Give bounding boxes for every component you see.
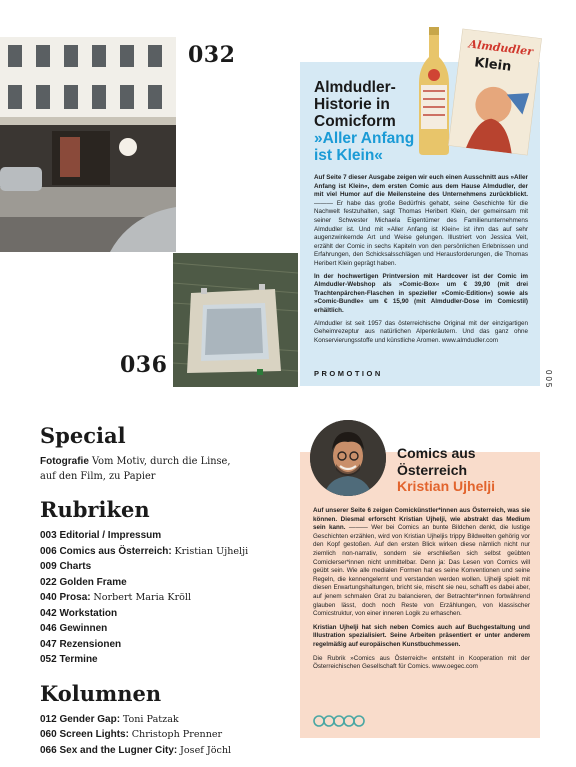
promotion-label: PROMOTION bbox=[314, 369, 383, 378]
comics-heading: Comics aus Österreich bbox=[397, 445, 476, 478]
toc-entry-name: Kristian Ujhelji bbox=[174, 545, 249, 557]
toc-entry-title: 040 Prosa: bbox=[40, 592, 94, 603]
page-number-032: 032 bbox=[188, 42, 236, 68]
toc-entry-name: Toni Patzak bbox=[122, 713, 179, 725]
toc-entry-title: 003 Editorial / Impressum bbox=[40, 530, 162, 541]
comic-cover-word: Klein bbox=[473, 55, 513, 75]
toc-entry-title: 009 Charts bbox=[40, 561, 92, 572]
section-heading-kolumnen: Kolumnen bbox=[40, 680, 162, 706]
promo-body bbox=[314, 174, 528, 349]
toc-entry bbox=[40, 528, 290, 544]
rubriken-list bbox=[40, 528, 290, 668]
comics-lead: Auf unserer Seite 6 zeigen Comickünstler*innen aus Österreich, was sie können. Diesmal erforscht Kristian Ujhelji, wie abstrakt das Medium sein kann. bbox=[313, 507, 530, 532]
frame-photo bbox=[173, 253, 298, 387]
building-photo bbox=[0, 37, 176, 252]
toc-entry bbox=[40, 621, 290, 637]
comics-body bbox=[313, 507, 530, 677]
toc-entry-title: 060 Screen Lights: bbox=[40, 729, 132, 740]
toc-entry-title: 006 Comics aus Österreich: bbox=[40, 545, 175, 557]
toc-entry bbox=[40, 606, 290, 622]
toc-entry bbox=[40, 727, 290, 743]
toc-entry bbox=[40, 712, 290, 728]
promo-title bbox=[314, 79, 424, 164]
toc-entry-title: 046 Gewinnen bbox=[40, 623, 108, 634]
toc-entry bbox=[40, 544, 290, 560]
table-of-contents bbox=[40, 422, 290, 758]
section-heading-rubriken: Rubriken bbox=[40, 497, 150, 522]
toc-entry bbox=[40, 637, 290, 653]
section-heading-special: Special bbox=[40, 423, 126, 448]
toc-entry-name: Josef Jöchl bbox=[180, 744, 232, 756]
comics-credit: Die Rubrik »Comics aus Österreich« entsteht in Kooperation mit der Österreichischen Gesellschaft für Comics. www.oegec.com bbox=[313, 654, 530, 671]
comic-cover-title: Almdudler bbox=[467, 37, 534, 59]
promo-lead: Auf Seite 7 dieser Ausgabe zeigen wir euch einen Ausschnitt aus »Aller Anfang ist Klein«, dem ersten Comic aus dem Hause Almdudler, der mit viel Humor auf die Meilensteine des Unternehmens zurückblickt. bbox=[314, 174, 528, 199]
promo-text: ——— Er habe das große Bedürfnis gehabt, seine Geschichte für die Nachwelt festzuhalten, sagt Thomas Heribert Klein, der gemeinsam mit seiner Schwester Michaela Eigentümer des Familienunternehmens Almdudler ist. Und mit »Aller Anfang ist Klein« ist ihm das auf sehr augenzwinkernde Art und Weise gelungen. Illustriert von Jessica Veit, erzählt der Comic in sechs Kapiteln von den persönlichen Erlebnissen und Erfahrungen, den Schicksalsschlägen und Herausforderungen, die Thomas Heribert Klein geprägt haben. bbox=[314, 199, 528, 267]
toc-entry-title: 047 Rezensionen bbox=[40, 638, 122, 650]
kolumnen-list bbox=[40, 712, 290, 759]
promo-closing: Almdudler ist seit 1957 das österreichische Original mit der einzigartigen Geheimrezeptur aus natürlichen Alpenkräutern. Und das ganz ohne Konservierungsstoffe und künstliche Aromen. www.almdudler.com bbox=[314, 319, 528, 344]
toc-entry-title: 042 Workstation bbox=[40, 607, 118, 619]
toc-entry bbox=[40, 590, 290, 606]
comics-bio: Kristian Ujhelji hat sich neben Comics auch auf Buchgestaltung und Illustration spezialisiert. Seine Arbeiten präsentiert er unter anderem regelmäßig auf europäischen Kunstbuchmessen. bbox=[313, 623, 530, 648]
comics-author: Kristian Ujhelji bbox=[397, 478, 496, 494]
toc-entry-name: Christoph Prenner bbox=[131, 729, 223, 740]
fotografie-label: Fotografie bbox=[40, 456, 89, 467]
promo-heading: Almdudler-Historie in Comicform bbox=[314, 79, 396, 130]
promo-subtitle: »Aller Anfang ist Klein« bbox=[314, 130, 415, 164]
oegec-logo bbox=[313, 714, 365, 728]
toc-entry-title: 066 Sex and the Lugner City: bbox=[40, 744, 181, 756]
author-portrait bbox=[310, 420, 386, 496]
toc-entry bbox=[40, 743, 290, 759]
page-number-036: 036 bbox=[120, 352, 168, 378]
comics-text: ——— Wer bei Comics an bunte Bildchen denkt, die lustige Geschichten erzählen, wird von Kristian Ujheljis trippy Bildwelten gehörig vor den Kopf gestoßen. Auf den ersten Blick wirken diese nämlich nicht nur ziemlich non-narrativ, sondern sie erschließen sich selbst geübten Comiclerser*innen nicht unmittelbar. Denn ja: Das Lesen von Comics will geübt sein. Wie alle medialen Formen hat es seine Konventionen und seine Regeln, die kennengelernt und verstanden werden wollen. Ujhelji spielt mit diesen Erwartungshaltungen, bricht sie, mischt sie neu, schafft es dabei aber, auf jenem schmalen Grat zu balancieren, der Betrachter*innen fortwährend glauben lässt, doch noch Reste von Erzählungen, von klassischer Comicstruktur, von einer inneren Logik zu erhaschen. bbox=[313, 524, 531, 618]
side-page-number: 005 bbox=[544, 370, 553, 390]
toc-entry-name: Norbert Maria Kröll bbox=[93, 592, 192, 603]
toc-entry-title: 012 Gender Gap: bbox=[40, 713, 123, 725]
toc-entry bbox=[40, 652, 290, 668]
comic-cover-image bbox=[448, 29, 542, 156]
promo-offer: In der hochwertigen Printversion mit Hardcover ist der Comic im Almdudler-Webshop als »Comic-Box« um € 39,90 (mit drei Trachtenpärchen-Flaschen in spezieller »Comic-Edition«) sowie als »Comic-Bundle« um € 15,90 (mit Almdudler-Dose im Comicstil) erhältlich. bbox=[314, 272, 528, 314]
comics-title bbox=[397, 445, 537, 495]
toc-entry bbox=[40, 575, 290, 591]
toc-entry-title: 052 Termine bbox=[40, 654, 98, 665]
toc-entry bbox=[40, 559, 290, 575]
special-fotografie-entry bbox=[40, 454, 240, 484]
fotografie-text: Vom Motiv, durch die Linse, auf den Film, zu Papier bbox=[40, 456, 231, 482]
toc-entry-title: 022 Golden Frame bbox=[40, 576, 127, 588]
almdudler-bottle-image bbox=[417, 27, 451, 155]
